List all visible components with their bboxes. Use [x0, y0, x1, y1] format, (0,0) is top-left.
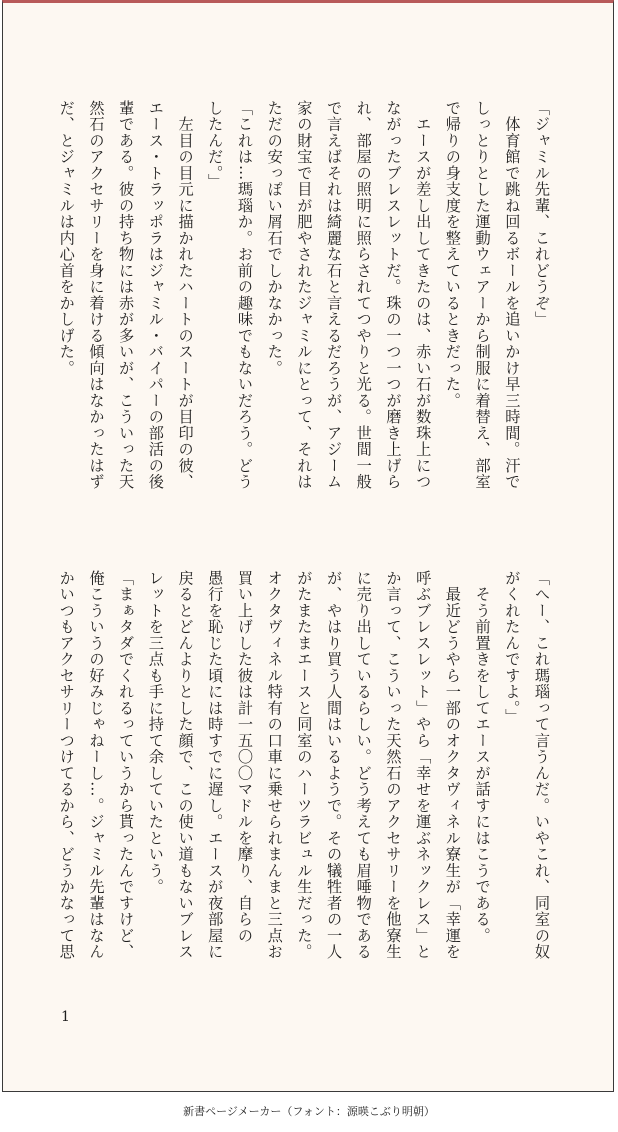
text-line: 呼ぶブレスレット」やら「幸せを運ぶネックレス」と	[414, 570, 433, 960]
text-line: したんだ。」	[206, 100, 225, 190]
text-line: 「これは…瑪瑙か。お前の趣味でもないだろう。どう	[235, 100, 254, 490]
page-number: 1	[61, 1009, 70, 1025]
text-line: 家の財宝で目が肥やされたジャミルにとって、それは	[295, 100, 314, 490]
text-line: で帰りの身支度を整えているときだった。	[443, 100, 462, 409]
text-column-top	[51, 100, 556, 530]
text-line: 買い上げした彼は計一五〇〇マドルを摩り、自らの	[235, 570, 254, 944]
text-line: 最近どうやら一部のオクタヴィネル寮生が「幸運を	[443, 570, 462, 960]
text-line: エース・トラッポラはジャミル・バイパーの部活の後	[146, 100, 165, 490]
text-line: しっとりとした運動ウェアーから制服に着替え、部室	[473, 100, 492, 490]
text-line: ただの安っぽい屑石でしかなかった。	[265, 100, 284, 377]
text-line: がくれたんですよ。」	[503, 570, 522, 725]
text-line: 戻るとどんよりとした顔で、この使い道もないブレス	[176, 570, 195, 960]
text-line: 「まぁタダでくれるっていうから貰ったんですけど、	[117, 570, 136, 960]
text-line: 「ジャミル先輩、これどうぞ」	[533, 100, 551, 328]
text-line: そう前置きをしてエースが話すにはこうである。	[473, 570, 492, 944]
text-line: 「へー、これ瑪瑙って言うんだ。いやこれ、同室の奴	[533, 570, 551, 960]
text-line: 愚行を恥じた頃には時すでに遅し。エースが夜部屋に	[206, 570, 225, 960]
text-line: がたまたまエースと同室のハーツラビュル生だった。	[295, 570, 314, 960]
text-column-bottom	[51, 570, 556, 1000]
text-line: れ、部屋の照明に照らされてつやりと光る。世間一般	[354, 100, 373, 490]
text-line: に売り出しているらしい。どう考えても眉唾物である	[354, 570, 373, 960]
text-line: 然石のアクセサリーを身に着ける傾向はなかったはず	[87, 100, 106, 490]
text-line: 左目の目元に描かれたハートのスートが目印の彼、	[176, 100, 195, 490]
text-line: 俺こういうの好みじゃねーし…。ジャミル先輩はなん	[87, 570, 106, 960]
text-line: エースが差し出してきたのは、赤い石が数珠上につ	[414, 100, 433, 490]
text-line: で言えばそれは綺麗な石と言えるだろうが、アジーム	[325, 100, 344, 490]
text-line: だ、とジャミルは内心首をかしげた。	[57, 100, 76, 377]
text-line: ながったブレスレットだ。珠の一つ一つが磨き上げら	[384, 100, 403, 490]
text-line: オクタヴィネル特有の口車に乗せられまんまと三点お	[265, 570, 284, 960]
text-line: か言って、こういった天然石のアクセサリーを他寮生	[384, 570, 403, 960]
text-line: 輩である。彼の持ち物には赤が多いが、こういった天	[117, 100, 136, 490]
text-line: が、やはり買う人間はいるようで。その犠牲者の一人	[325, 570, 344, 960]
text-line: 体育館で跳ね回るボールを追いかけ早三時間。汗で	[503, 100, 522, 490]
text-line: かいつもアクセサリーつけてるから、どうかなって思	[57, 570, 76, 960]
text-line: レットを三点も手に持て余していたという。	[146, 570, 165, 895]
book-page	[2, 0, 614, 1092]
footer-credit: 新書ページメーカー（フォント：源暎こぶり明朝）	[183, 1105, 435, 1118]
